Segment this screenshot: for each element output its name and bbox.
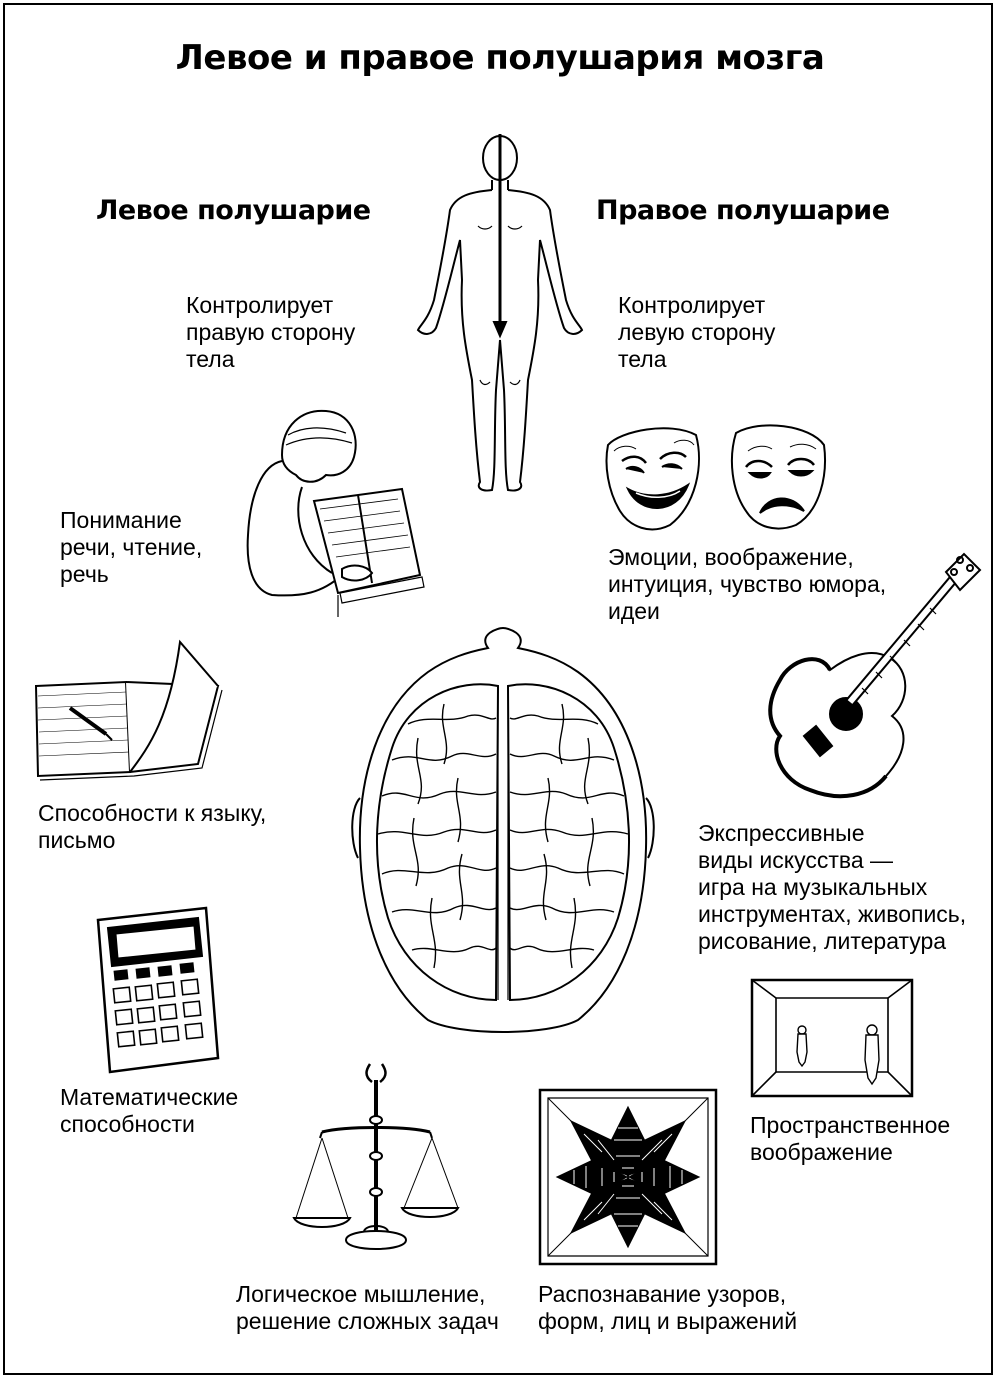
notebook-pen-icon	[30, 636, 240, 781]
room-perspective-icon	[750, 978, 918, 1100]
logical-thinking-label: Логическое мышление, решение сложных задач	[236, 1281, 499, 1334]
right-hemisphere-heading: Правое полушарие	[596, 195, 890, 226]
scales-icon	[286, 1060, 466, 1275]
brain-top-view-icon	[348, 628, 658, 1033]
guitar-icon	[760, 550, 985, 815]
emotions-label: Эмоции, воображение, интуиция, чувство юмора, идеи	[608, 544, 887, 624]
calculator-icon	[94, 906, 222, 1076]
left-hemisphere-heading: Левое полушарие	[96, 195, 371, 226]
page-title: Левое и правое полушария мозга	[175, 38, 825, 78]
reading-boy-icon	[242, 405, 432, 620]
language-writing-label: Способности к языку, письмо	[38, 800, 267, 853]
math-ability-label: Математические способности	[60, 1084, 239, 1137]
pattern-recognition-label: Распознавание узоров, форм, лиц и выражений	[538, 1281, 798, 1334]
theatre-masks-icon	[600, 415, 830, 535]
right-body-control-label: Контролирует левую сторону тела	[618, 292, 776, 372]
expressive-arts-label: Экспрессивные виды искусства — игра на музыкальных инструментах, живопись, рисование, литература	[698, 820, 967, 954]
speech-reading-label: Понимание речи, чтение, речь	[60, 507, 203, 587]
left-body-control-label: Контролирует правую сторону тела	[186, 292, 356, 372]
quilt-pattern-icon	[538, 1088, 720, 1268]
body-icon	[410, 130, 590, 500]
spatial-imagination-label: Пространственное воображение	[750, 1112, 951, 1165]
